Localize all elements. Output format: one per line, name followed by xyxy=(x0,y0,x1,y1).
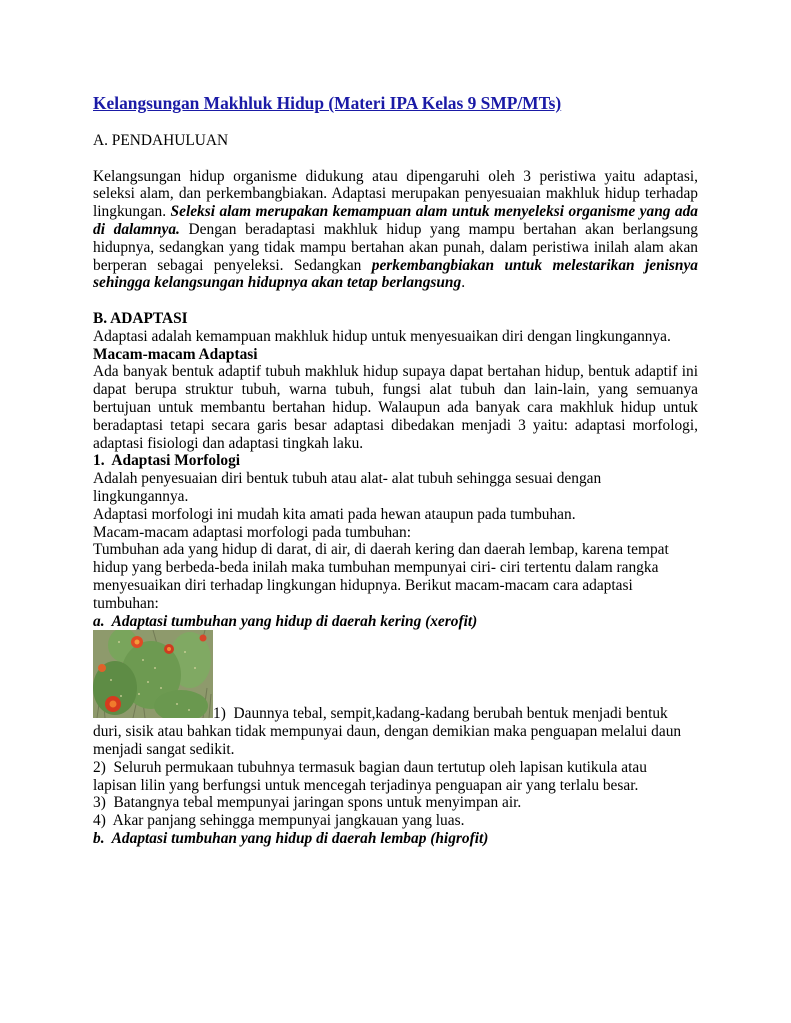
emphasis-text: perkembangbiakan untuk melestarikan jenisnya xyxy=(371,256,698,274)
paragraph-line: duri, sisik atau bahkan tidak mempunyai daun, dengan demikian maka penguapan melalui daun xyxy=(93,723,682,741)
text-run: lingkungan. xyxy=(93,203,171,221)
paragraph-line: Adaptasi morfologi ini mudah kita amati pada hewan ataupun pada tumbuhan. xyxy=(93,505,576,523)
paragraph-line xyxy=(93,257,698,275)
text-run: . xyxy=(461,274,466,292)
document-body xyxy=(93,132,698,848)
list-item: 3) Batangnya tebal mempunyai jaringan spons untuk menyimpan air. xyxy=(93,794,522,812)
paragraph-line xyxy=(93,363,698,381)
text-run: Kelangsungan hidup organisme didukung atau dipengaruhi oleh 3 peristiwa yaitu adaptasi, xyxy=(93,167,698,185)
paragraph-line: lapisan lilin yang berfungsi untuk mencegah terjadinya penguapan air yang terlalu besar. xyxy=(93,776,639,794)
text-run: berperan sebagai penyeleksi. Sedangkan xyxy=(93,256,372,274)
text-run: Ada banyak bentuk adaptif tubuh makhluk hidup supaya dapat bertahan hidup, bentuk adaptif ini xyxy=(93,363,698,381)
blank-line xyxy=(93,150,698,168)
emphasis-text: di dalamnya. xyxy=(93,220,180,238)
paragraph-line: menjadi sangat sedikit. xyxy=(93,740,235,758)
text-run: beradaptasi tetapi secara garis besar adaptasi dibedakan menjadi 3 yaitu: adaptasi morfologi, xyxy=(93,416,698,434)
cactus-photo xyxy=(93,630,213,718)
text-run: hidupnya, sedangkan yang tidak mampu bertahan akan punah, dalam peristiwa inilah alam akan xyxy=(93,238,698,256)
list-item xyxy=(93,630,698,723)
paragraph-line xyxy=(93,203,698,221)
paragraph-line xyxy=(93,417,698,435)
emphasis-text: Seleksi alam merupakan kemampuan alam untuk menyeleksi organisme yang ada xyxy=(170,203,698,221)
section-a-heading: A. PENDAHULUAN xyxy=(93,132,229,149)
list-item-text: 1) Daunnya tebal, sempit,kadang-kadang berubah bentuk menjadi bentuk xyxy=(213,705,668,723)
section-b-heading: B. ADAPTASI xyxy=(93,309,188,327)
paragraph-line: Macam-macam adaptasi morfologi pada tumbuhan: xyxy=(93,523,411,541)
text-run: dapat berupa struktur tubuh, warna tubuh, fungsi alat tubuh dan lain-lain, yang semuanya xyxy=(93,381,698,399)
paragraph-line: adaptasi fisiologi dan adaptasi tingkah laku. xyxy=(93,434,364,452)
paragraph-line xyxy=(93,221,698,239)
text-run: seleksi alam, dan perkembangbiakan. Adaptasi merupakan penyesuaian makhluk hidup terhadap xyxy=(93,185,698,203)
paragraph-line: Adalah penyesuaian diri bentuk tubuh atau alat- alat tubuh sehingga sesuai dengan xyxy=(93,470,602,488)
paragraph-line xyxy=(93,239,698,257)
text-run: Dengan beradaptasi makhluk hidup yang mampu bertahan akan berlangsung xyxy=(179,220,699,238)
definition-line: Adaptasi adalah kemampuan makhluk hidup untuk menyesuaikan diri dengan lingkungannya. xyxy=(93,327,671,345)
heading-higrofit: b. Adaptasi tumbuhan yang hidup di daerah lembap (higrofit) xyxy=(93,829,489,847)
subheading-macam-adaptasi: Macam-macam Adaptasi xyxy=(93,345,258,363)
paragraph-line xyxy=(93,185,698,203)
paragraph-line xyxy=(93,168,698,186)
list-item: 2) Seluruh permukaan tubuhnya termasuk bagian daun tertutup oleh lapisan kutikula atau xyxy=(93,758,647,776)
paragraph-line: menyesuaikan diri terhadap lingkungan hidupnya. Berikut macam-macam cara adaptasi xyxy=(93,576,633,594)
paragraph-line xyxy=(93,381,698,399)
article-title-link[interactable]: Kelangsungan Makhluk Hidup (Materi IPA Kelas 9 SMP/MTs) xyxy=(93,93,562,113)
paragraph-line xyxy=(93,399,698,417)
heading-adaptasi-morfologi: 1. Adaptasi Morfologi xyxy=(93,452,241,470)
blank-line xyxy=(93,292,698,310)
paragraph-line: Tumbuhan ada yang hidup di darat, di air, di daerah kering dan daerah lembap, karena tempat xyxy=(93,541,669,559)
paragraph-line: hidup yang berbeda-beda inilah maka tumbuhan mempunyai ciri- ciri tertentu dalam rangka xyxy=(93,559,659,577)
emphasis-text: sehingga kelangsungan hidupnya akan tetap berlangsung xyxy=(93,274,462,292)
list-item: 4) Akar panjang sehingga mempunyai jangkauan yang luas. xyxy=(93,812,465,830)
text-run: bertujuan untuk membantu bertahan hidup. Walaupun ada banyak cara makhluk hidup untuk xyxy=(93,398,698,416)
paragraph-line xyxy=(93,274,698,292)
paragraph-line: lingkungannya. xyxy=(93,487,189,505)
paragraph-line: tumbuhan: xyxy=(93,594,159,612)
heading-xerofit: a. Adaptasi tumbuhan yang hidup di daerah kering (xerofit) xyxy=(93,612,478,630)
